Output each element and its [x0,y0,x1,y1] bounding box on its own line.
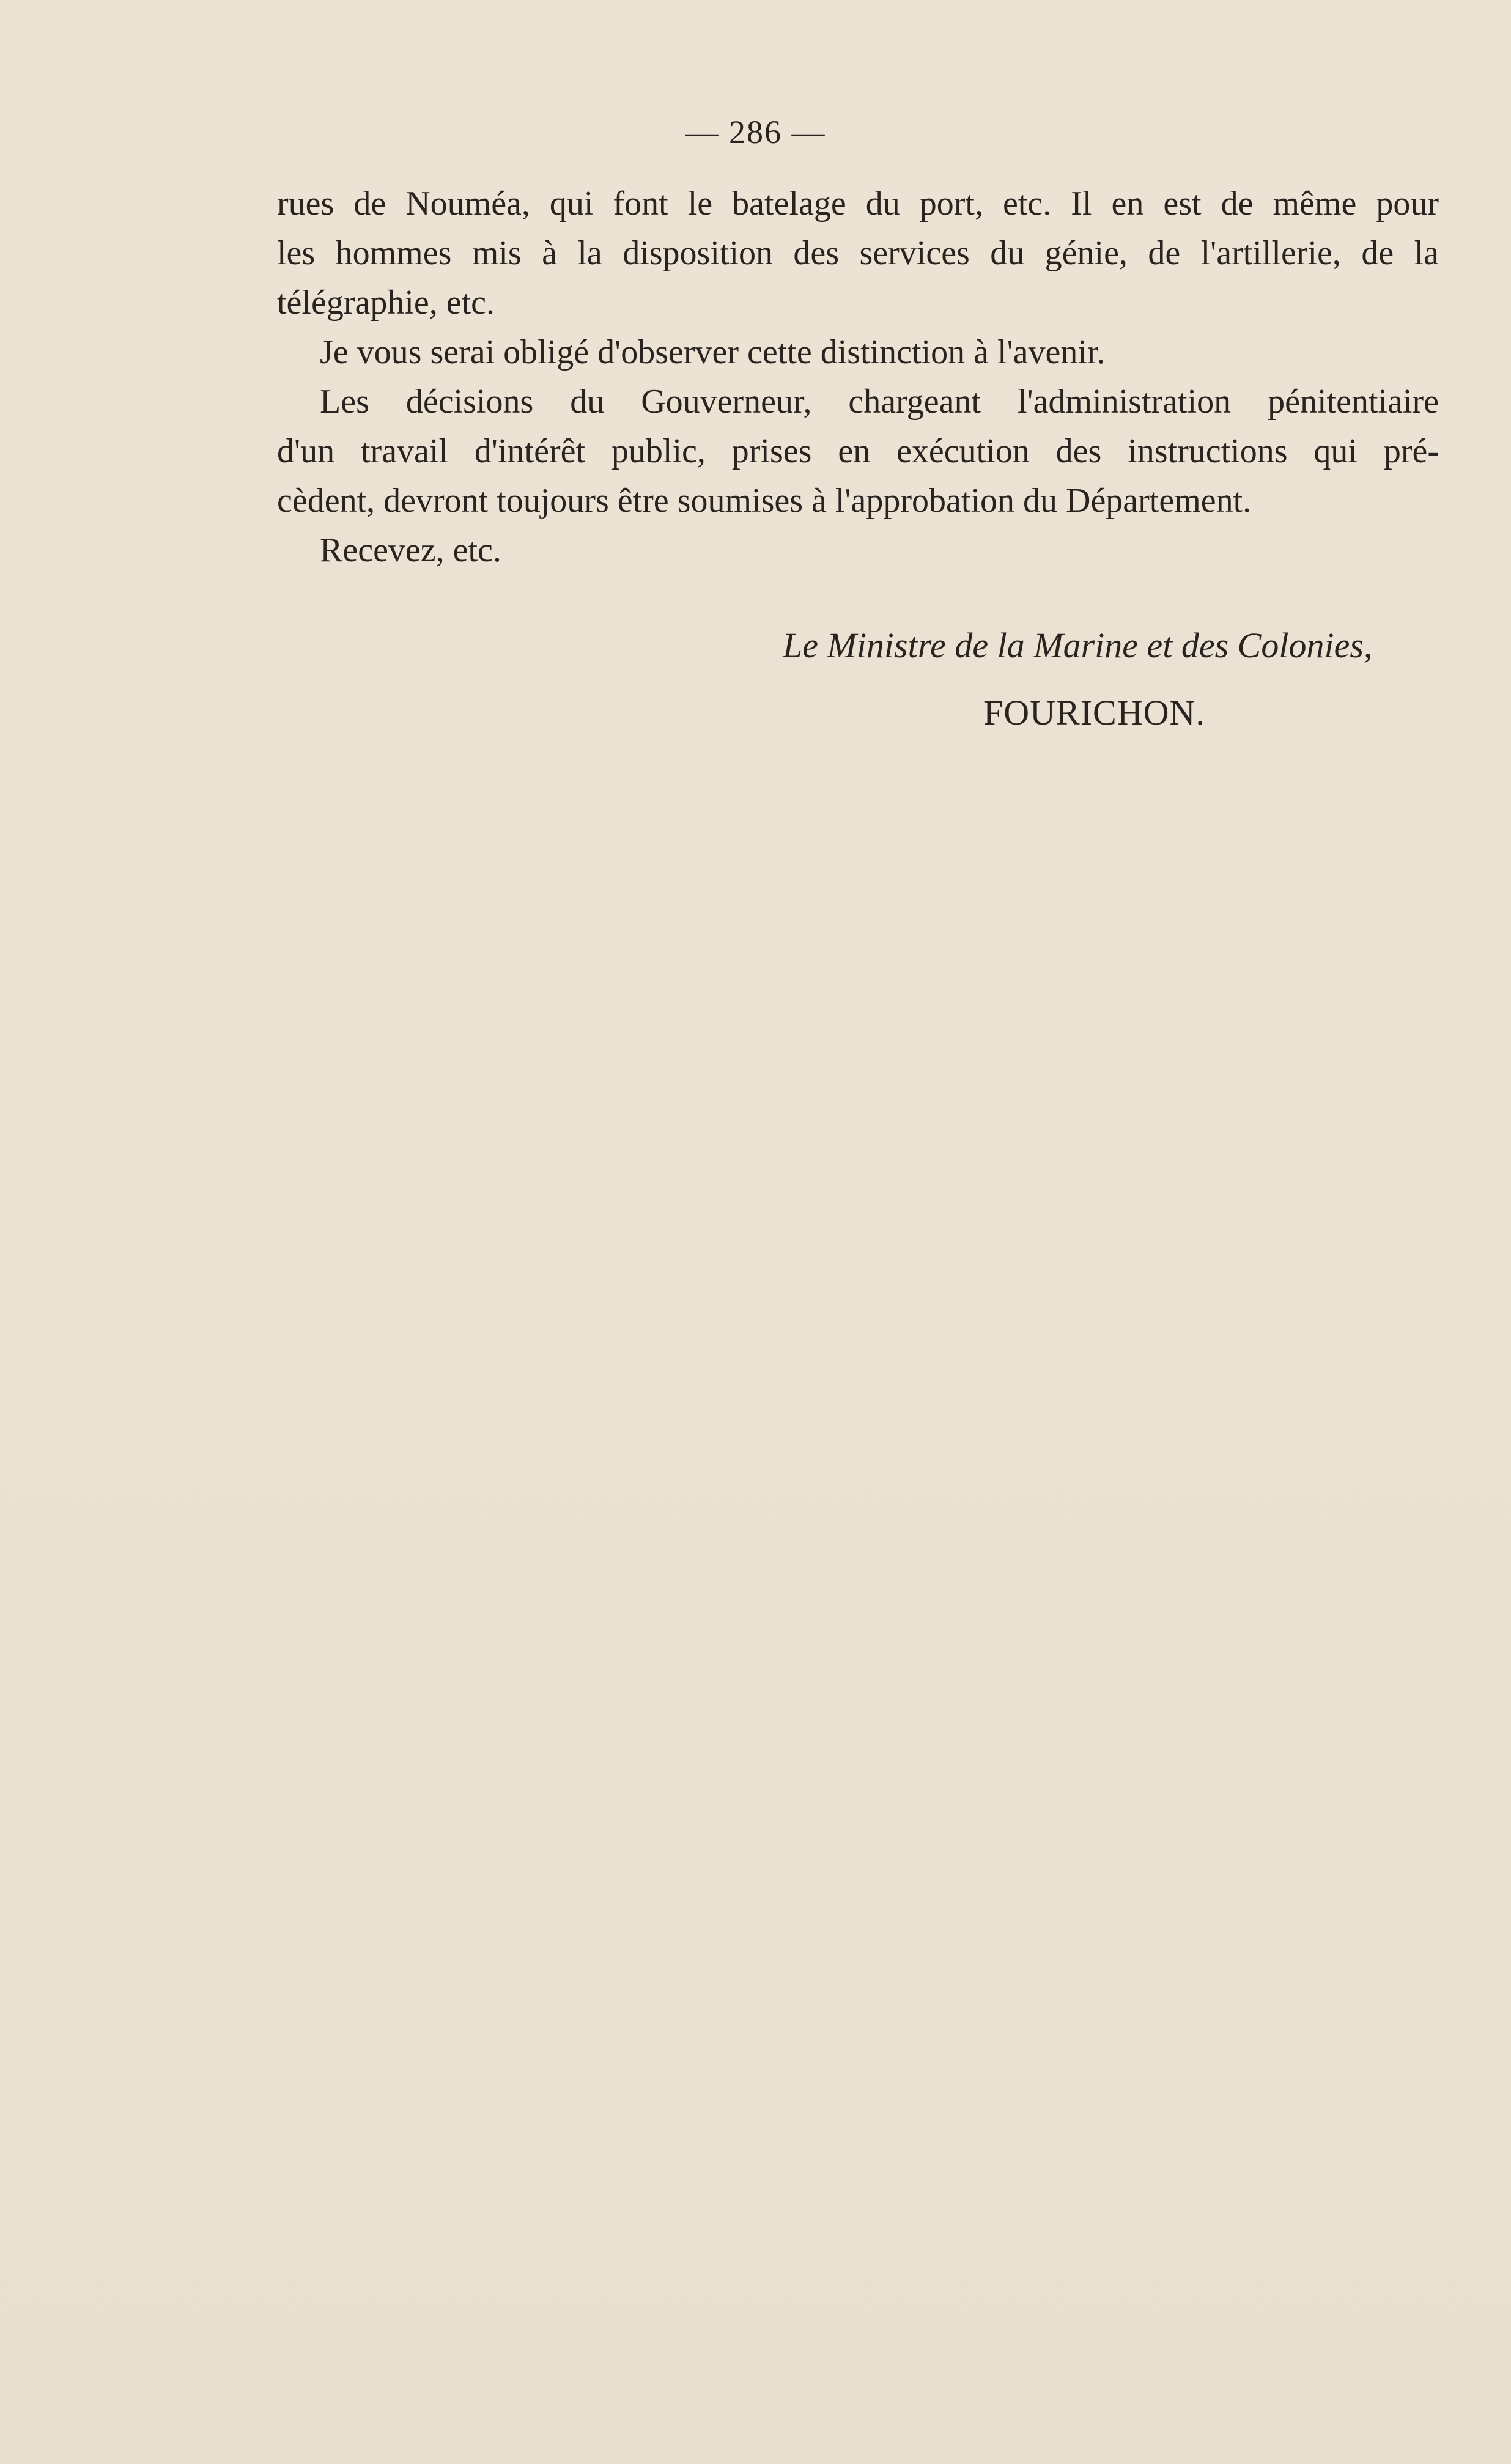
body-line: télégraphie, etc. [277,284,495,322]
body-line: d'un travail d'intérêt public, prises en exécution des instructions qui pré- [277,432,1439,470]
body-line: cèdent, devront toujours être soumises à l'approbation du Département. [277,482,1252,520]
body-text [277,179,1439,575]
body-line: Recevez, etc. [320,531,501,569]
signature-title: Le Ministre de la Marine et des Colonies, [783,625,1373,665]
body-line: les hommes mis à la disposition des services du génie, de l'artillerie, de la [277,234,1439,272]
page-number: — 286 — [685,114,826,150]
signature-name: FOURICHON. [983,693,1205,732]
body-line: rues de Nouméa, qui font le batelage du port, etc. Il en est de même pour [277,185,1439,223]
body-line: Les décisions du Gouverneur, chargeant l'administration pénitentiaire [320,383,1439,421]
body-line: Je vous serai obligé d'observer cette distinction à l'avenir. [320,333,1106,371]
